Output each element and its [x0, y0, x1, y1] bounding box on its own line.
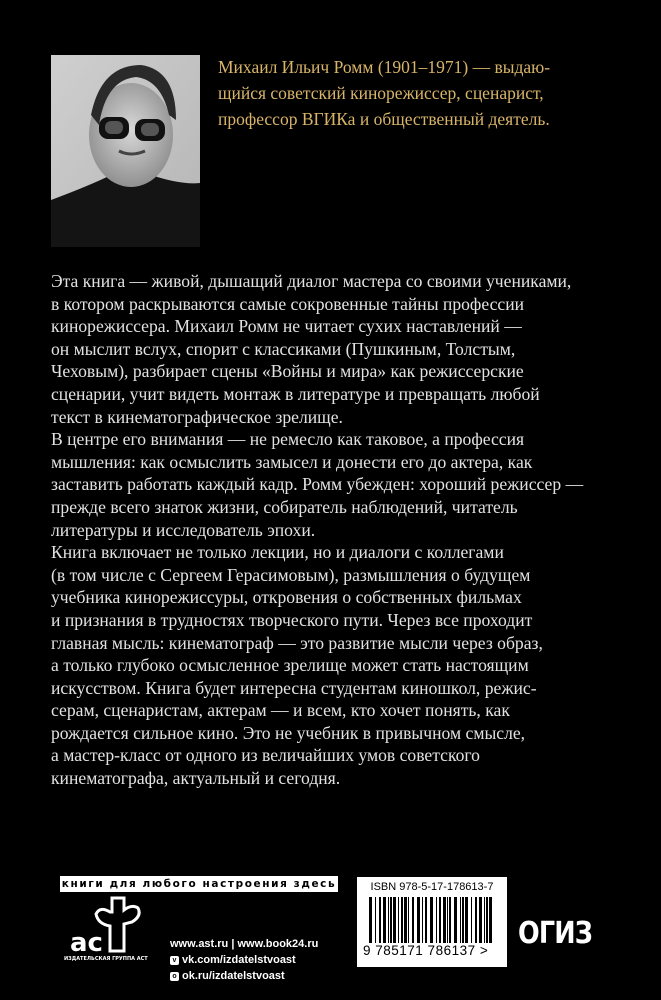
barcode-bars: [369, 897, 495, 947]
barcode-bar: [401, 897, 403, 943]
barcode-bar: [393, 897, 396, 943]
description-line: Книга включает не только лекции, но и диалоги с коллегами: [51, 542, 504, 563]
description-line: рождается сильное кино. Это не учебник в привычном смысле,: [51, 722, 526, 743]
ok-link-row[interactable]: [170, 968, 318, 984]
barcode-bar: [443, 897, 446, 943]
ok-icon: o: [170, 972, 179, 981]
barcode-bar: [379, 897, 381, 943]
description-line: искусством. Книга будет интересна студентам киношкол, режис-: [51, 677, 537, 698]
isbn-number: ISBN 978-5-17-178613-7: [370, 881, 494, 893]
description-line: заставить работать каждый кадр. Ромм убежден: хороший режиссер —: [51, 474, 584, 495]
description-line: главная мысль: кинематограф — это развитие мысли через образ,: [51, 632, 543, 653]
description-line: в котором раскрываются самые сокровенные тайны профессии: [51, 293, 525, 314]
ok-link[interactable]: ok.ru/izdatelstvoast: [182, 970, 285, 982]
description-line: текст в кинематографическое зрелище.: [51, 406, 343, 427]
description-line: В центре его внимания — не ремесло как таковое, а профессия: [51, 429, 525, 450]
description-line: Эта книга — живой, дышащий диалог мастера со своими учениками,: [51, 271, 572, 291]
barcode-bar: [484, 897, 485, 943]
author-bio: [218, 54, 658, 132]
barcode-bar: [417, 897, 420, 943]
barcode-bar: [388, 897, 389, 943]
slogan-banner: книги для любого настроения здесь: [61, 878, 337, 890]
barcode-bar: [398, 897, 399, 943]
bio-line: щийся советский кинорежиссер, сценарист,: [218, 83, 544, 103]
author-portrait-photo: [51, 55, 200, 247]
isbn-barcode: [357, 877, 507, 967]
barcode-digits: 9 785171 786137 >: [363, 943, 489, 958]
barcode-bar: [465, 897, 468, 943]
description-line: (в том числе с Сергеем Герасимовым), размышления о будущем: [51, 564, 531, 585]
description-line: кинематографа, актуальный и сегодня.: [51, 768, 341, 789]
description-line: Чеховым), разбирает сцены «Войны и мира» как режиссерские: [51, 361, 524, 382]
book-description: [51, 270, 651, 790]
websites[interactable]: [170, 936, 318, 952]
barcode-bar: [471, 897, 472, 943]
barcode-bar: [449, 897, 451, 943]
barcode-bar: [447, 897, 448, 943]
description-line: учебника кинорежиссуры, откровения о собственных фильмах: [51, 587, 522, 608]
barcode-bar: [383, 897, 386, 943]
barcode-bar: [475, 897, 477, 943]
barcode-bar: [408, 897, 409, 943]
barcode-bar: [390, 897, 392, 943]
barcode-bar: [489, 897, 492, 943]
barcode-bar: [375, 897, 376, 943]
description-line: а мастер-класс от одного из величайших умов советского: [51, 745, 480, 766]
description-line: а только глубоко осмысленное зрелище может стать настоящим: [51, 655, 529, 676]
barcode-bar: [425, 897, 427, 943]
barcode-bar: [479, 897, 482, 943]
barcode-bar: [422, 897, 423, 943]
bio-line: профессор ВГИКа и общественный деятель.: [218, 109, 550, 129]
svg-text:ас: ас: [70, 928, 103, 958]
publisher-links: [170, 936, 318, 984]
description-line: мышления: как осмыслить замысел и донести его до актера, как: [51, 451, 533, 472]
description-line: литературы и исследователь эпохи.: [51, 519, 316, 540]
description-line: кинорежиссера. Михаил Ромм не читает сухих наставлений —: [51, 316, 522, 337]
barcode-bar: [454, 897, 457, 943]
barcode-bar: [412, 897, 414, 943]
barcode-bar: [486, 897, 488, 943]
description-line: прежде всего знаток жизни, собиратель наблюдений, читатель: [51, 496, 518, 517]
description-line: он мыслит вслух, спорит с классиками (Пушкиным, Толстым,: [51, 338, 516, 359]
vk-icon: v: [170, 956, 179, 965]
vk-link-row[interactable]: [170, 952, 318, 968]
barcode-bar: [460, 897, 461, 943]
barcode-bar: [369, 897, 372, 943]
description-line: серам, сценаристам, актерам — и всем, кто хочет понять, как: [51, 700, 510, 721]
ogiz-imprint-logo: ОГИЗ: [518, 916, 592, 951]
publisher-imprint: ИЗДАТЕЛЬСКАЯ ГРУППА АСТ: [64, 956, 148, 962]
description-line: сценарии, учит видеть монтаж в литературе и превращать любой: [51, 383, 540, 404]
description-line: и признания в трудностях творческого пути. Через все проходит: [51, 609, 533, 630]
barcode-bar: [462, 897, 464, 943]
barcode-bar: [439, 897, 441, 943]
website-link[interactable]: www.ast.ru | www.book24.ru: [170, 938, 319, 950]
barcode-bar: [430, 897, 433, 943]
bio-line: Михаил Ильич Ромм (1901–1971) — выдаю-: [218, 57, 551, 77]
barcode-bar: [404, 897, 407, 943]
barcode-bar: [436, 897, 437, 943]
vk-link[interactable]: vk.com/izdatelstvoast: [182, 954, 296, 966]
